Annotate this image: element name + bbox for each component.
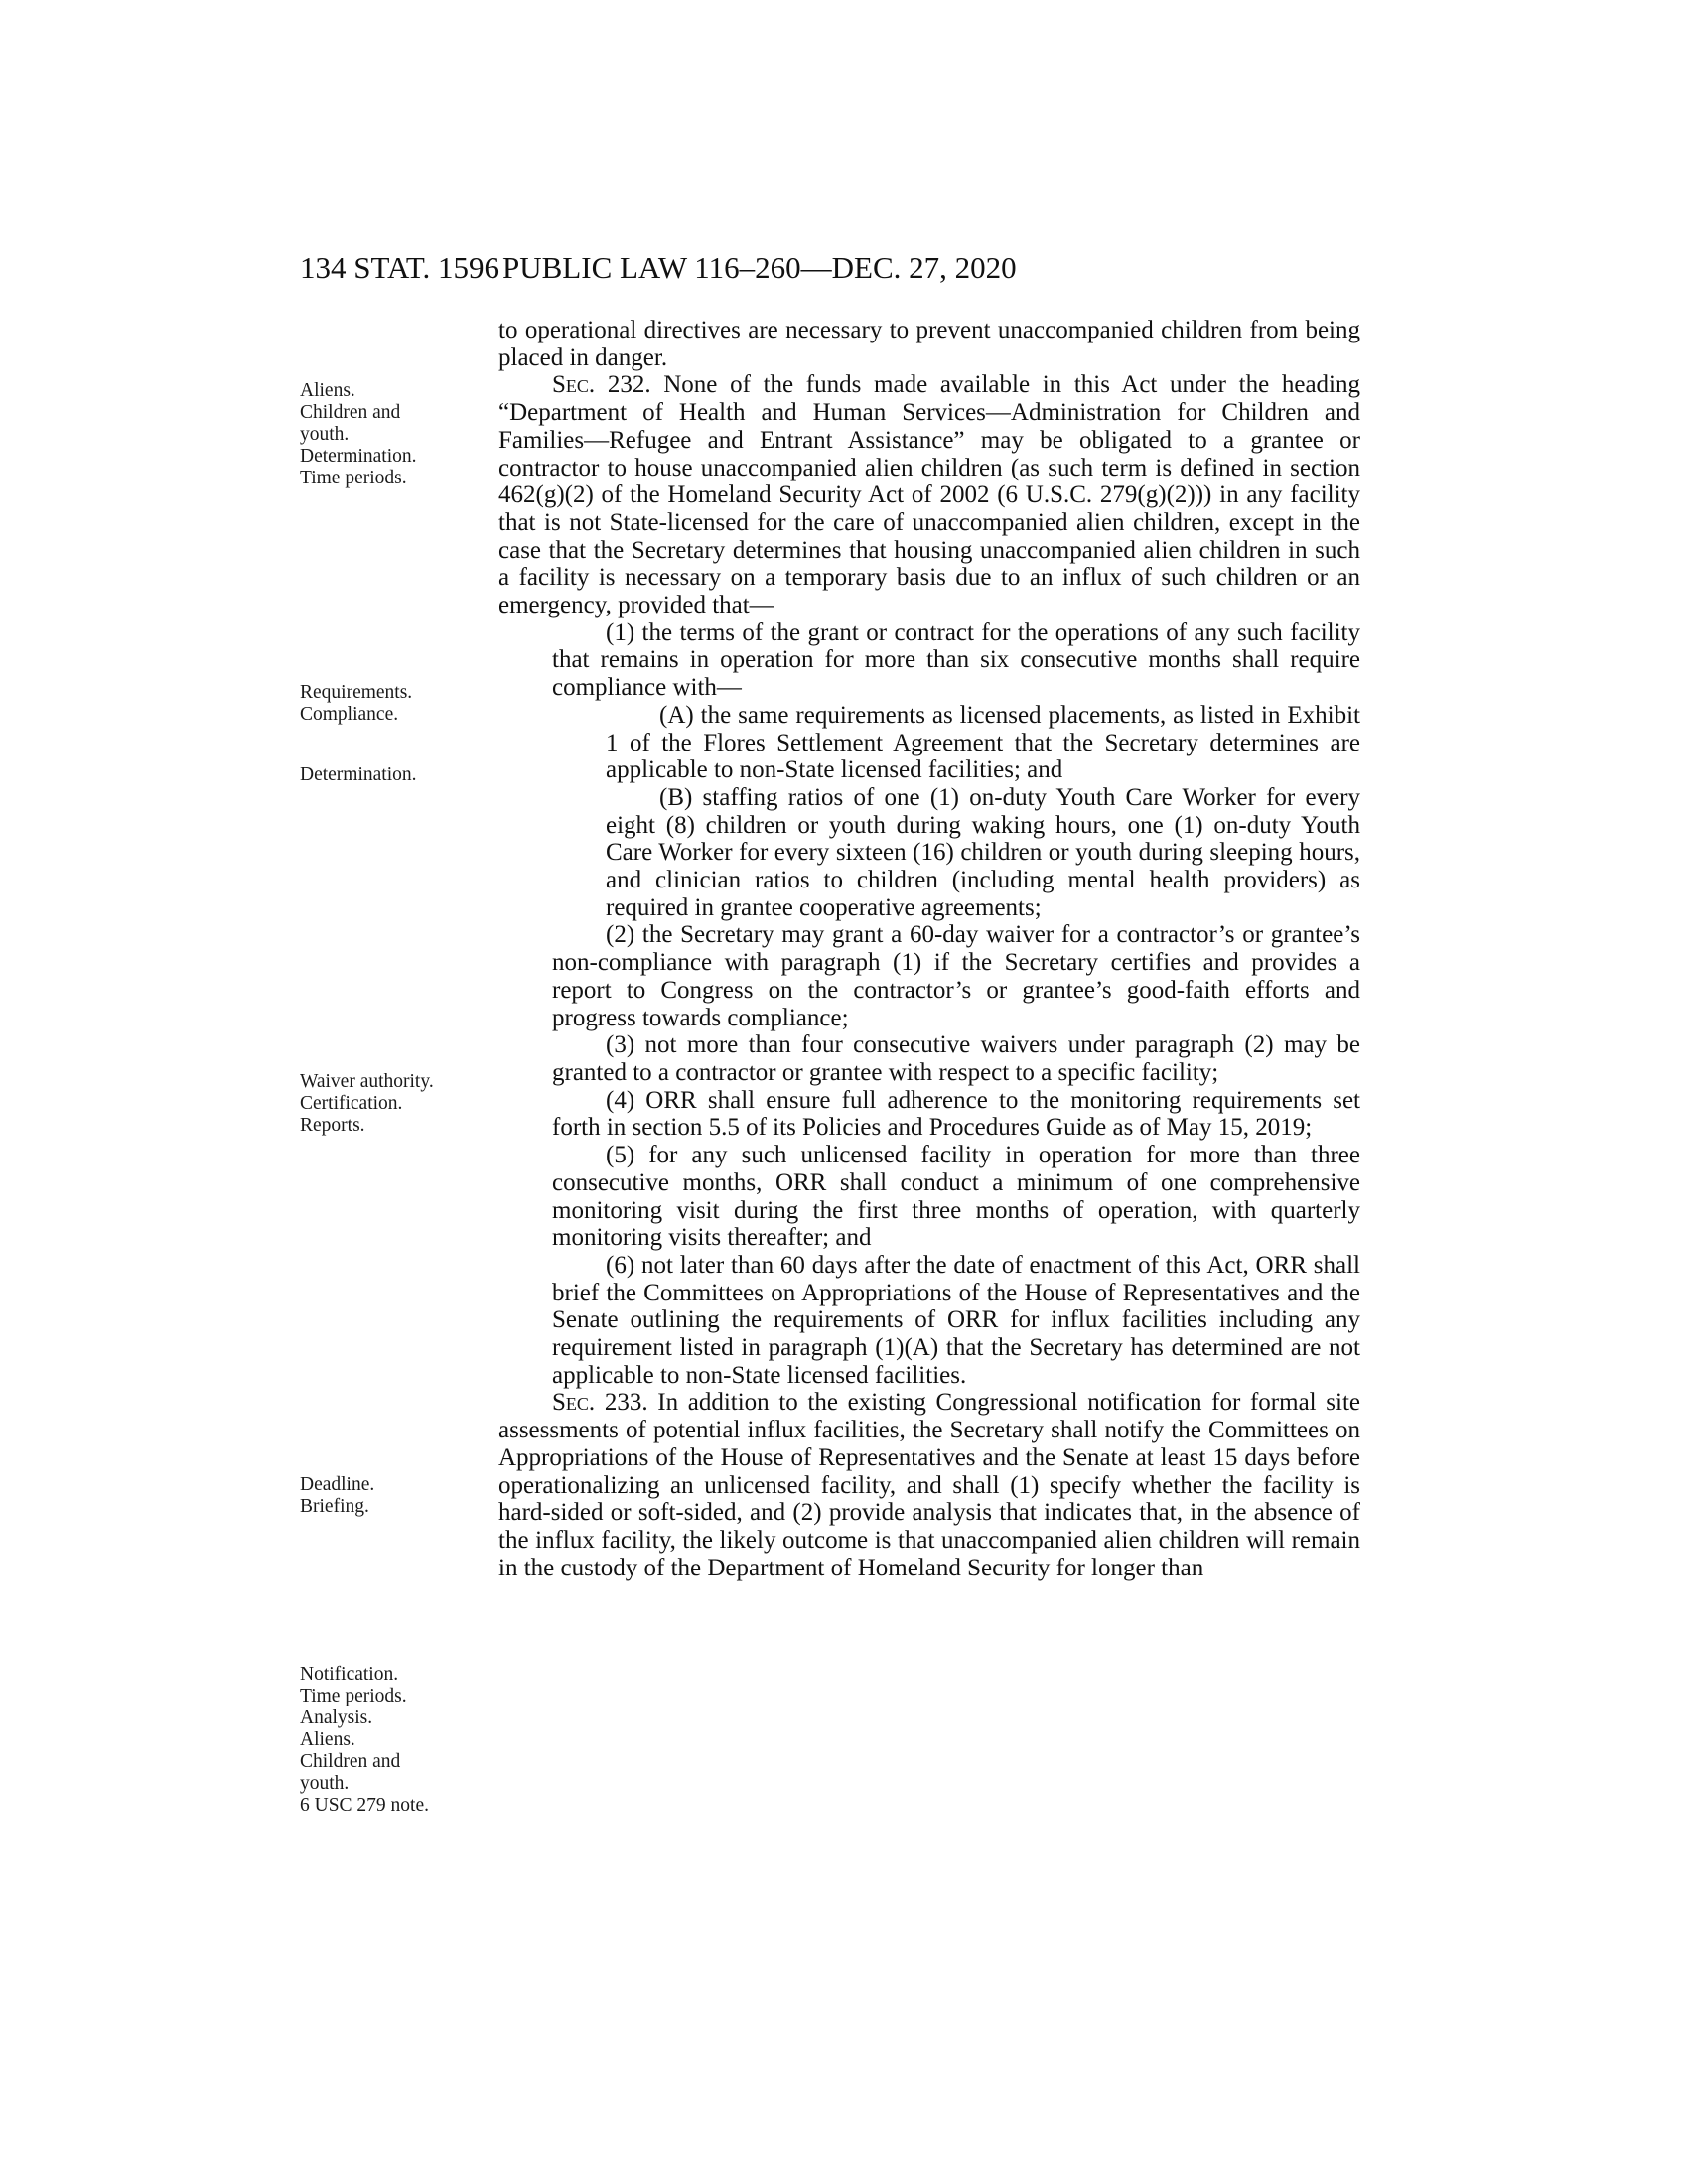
paragraph-4: (4) ORR shall ensure full adherence to the monitoring requirements set forth in section 5.5 of its Policies and Procedures Guide as of May 15, 2019; [552,1086,1360,1142]
paragraph-3: (3) not more than four consecutive waivers under paragraph (2) may be granted to a contractor or grantee with respect to a specific facility; [552,1031,1360,1086]
page-header [300,250,1213,290]
margin-note-line: youth. [300,424,350,445]
margin-note-line: youth. [300,1773,350,1794]
section-233 [498,1389,1360,1581]
margin-note-line: Certification. [300,1093,403,1114]
paragraph-1: (1) the terms of the grant or contract for the operations of any such facility that remains in operation for more than six consecutive months shall require compliance with— [552,618,1360,702]
margin-note-line: Briefing. [300,1496,369,1517]
margin-note-line: 6 USC 279 note. [300,1795,430,1816]
margin-note-line: Deadline. [300,1474,375,1495]
margin-note-determination [300,764,484,786]
margin-note-line: Notification. [300,1664,399,1685]
margin-note-line: Aliens. [300,1729,355,1750]
margin-note-line: Determination. [300,446,417,467]
section-label: Sec. [552,1389,596,1417]
stat-page-number: 134 STAT. 1596 [300,250,500,285]
paragraph-2: (2) the Secretary may grant a 60-day waiver for a contractor’s or grantee’s non-compliance with paragraph (1) if the Secretary certifies and provides a report to Congress on the contractor’s or grantee’s good-faith efforts and progress towards compliance; [552,921,1360,1031]
margin-note-line: Waiver authority. [300,1071,434,1092]
margin-note-line: Determination. [300,764,417,785]
paragraph-5: (5) for any such unlicensed facility in operation for more than three consecutive months, ORR shall conduct a minimum of one comprehensive monitoring visit during the first three months of operation, with quarterly monitoring visits thereafter; and [552,1142,1360,1252]
body-text [498,317,1360,1581]
margin-note-notification [300,1664,484,1817]
margin-note-line: Analysis. [300,1707,373,1728]
section-232-text: 232. None of the funds made available in this Act under the heading “Department of Health and Human Services—Administration for Children and Families—Refugee and Entrant Assistance” may be obligated to a grantee or contractor to house unaccompanied alien children (as such term is defined in section 462(g)(2) of the Homeland Security Act of 2002 (6 U.S.C. 279(g)(2))) in any facility that is not State-licensed for the care of unaccompanied alien children, except in the case that the Secretary determines that housing unaccompanied alien children in such a facility is necessary on a temporary basis due to an influx of such children or an emergency, provided that— [498,371,1360,619]
margin-note-line: Compliance. [300,704,399,725]
paragraph-continuation: to operational directives are necessary to prevent unaccompanied children from being placed in danger. [498,317,1360,371]
margin-note-requirements [300,682,484,726]
section-label: Sec. [552,371,596,399]
margin-note-line: Time periods. [300,1686,407,1706]
margin-note-line: Requirements. [300,682,413,703]
section-233-text: 233. In addition to the existing Congressional notification for formal site assessments of potential influx facilities, the Secretary shall notify the Committees on Appropriations of the House of Representatives and the Senate at least 15 days before operationalizing an unlicensed facility, and shall (1) specify whether the facility is hard-sided or soft-sided, and (2) provide analysis that indicates that, in the absence of the influx facility, the likely outcome is that unaccompanied alien children will remain in the custody of the Department of Homeland Security for longer than [498,1389,1360,1581]
section-232 [498,371,1360,618]
subparagraph-b: (B) staffing ratios of one (1) on-duty Youth Care Worker for every eight (8) children or youth during waking hours, one (1) on-duty Youth Care Worker for every sixteen (16) children or youth during sleeping hours, and clinician ratios to children (including mental health providers) as required in grantee cooperative agreements; [606,783,1360,921]
margin-note-aliens [300,380,484,489]
paragraph-6: (6) not later than 60 days after the date of enactment of this Act, ORR shall brief the Committees on Appropriations of the House of Representatives and the Senate outlining the requirements of ORR for influx facilities including any requirement listed in paragraph (1)(A) that the Secretary has determined are not applicable to non-State licensed facilities. [552,1251,1360,1389]
public-law-title: PUBLIC LAW 116–260—DEC. 27, 2020 [502,250,1017,285]
margin-note-line: Time periods. [300,468,407,488]
subparagraph-a: (A) the same requirements as licensed placements, as listed in Exhibit 1 of the Flores Settlement Agreement that the Secretary determines are applicable to non-State licensed facilities; and [606,701,1360,784]
margin-note-line: Children and [300,402,401,423]
margin-note-waiver [300,1071,484,1137]
margin-note-line: Reports. [300,1115,365,1136]
margin-note-line: Children and [300,1751,401,1772]
margin-note-deadline [300,1474,484,1518]
margin-note-line: Aliens. [300,380,355,401]
